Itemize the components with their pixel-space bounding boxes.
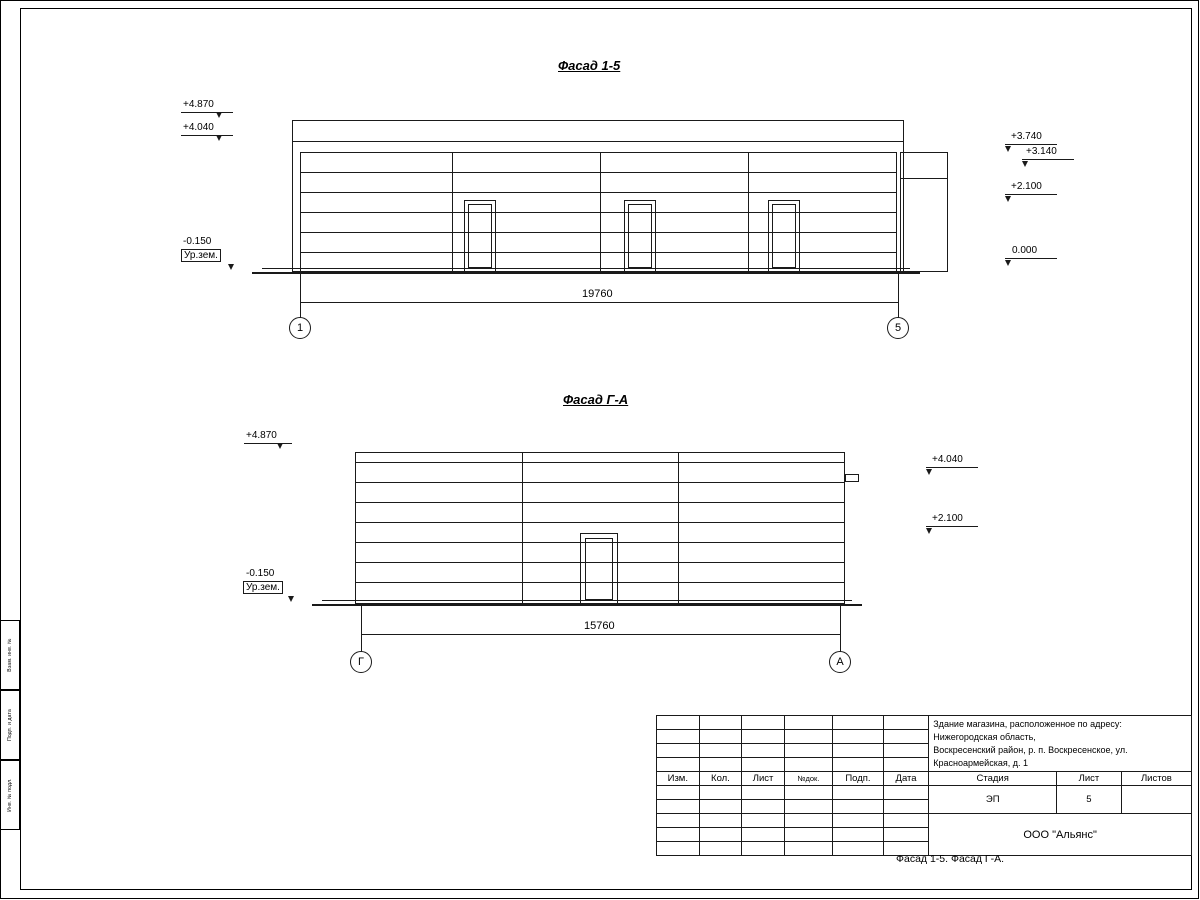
facade-1-5-building-outline — [292, 120, 904, 272]
level-arrow-icon — [216, 135, 222, 141]
level-arrow-icon — [1005, 196, 1011, 202]
level-arrow-icon — [1005, 146, 1011, 152]
view-title-facade-1-5: Фасад 1-5 — [558, 58, 621, 73]
axis-extension-line-5 — [898, 272, 899, 318]
facade-1-5-siding-line — [300, 252, 896, 253]
title-block-object-description — [929, 716, 1192, 772]
level-mark-2100: +2.100 — [932, 513, 963, 524]
revision-header-data: Дата — [883, 772, 928, 786]
level-arrow-icon — [288, 596, 294, 602]
level-mark-3740: +3.740 — [1011, 131, 1042, 142]
side-strip-2 — [0, 760, 20, 830]
ground-level-label: Ур.зем. — [181, 249, 221, 262]
level-mark-ground: -0.150 — [183, 236, 212, 247]
level-arrow-icon — [1005, 260, 1011, 266]
facade-1-5-panel-joint — [452, 152, 453, 272]
revision-header-izm: Изм. — [657, 772, 700, 786]
facade-1-5-annex-outline — [900, 152, 948, 272]
level-arrow-icon — [926, 528, 932, 534]
stage-value: ЭП — [929, 786, 1057, 814]
side-strip-label: Взам. инв. № — [7, 638, 13, 672]
facade-g-a-side-element — [845, 474, 859, 482]
level-leader-line — [1005, 258, 1057, 259]
ground-level-label: Ур.зем. — [243, 581, 283, 594]
facade-g-a-siding-line — [355, 482, 845, 483]
stage-header-listov: Листов — [1121, 772, 1191, 786]
level-leader-line — [1005, 194, 1057, 195]
drawing-name: Фасад 1-5. Фасад Г-А. — [896, 853, 1005, 865]
facade-1-5-annex-band — [900, 178, 948, 179]
facade-1-5-panel-joint — [896, 152, 897, 272]
facade-g-a-panel-joint — [678, 452, 679, 604]
revision-header-kol: Кол. — [699, 772, 742, 786]
facade-1-5-door-leaf — [468, 204, 492, 268]
level-leader-line — [926, 526, 978, 527]
sheet-number-value: 5 — [1057, 786, 1122, 814]
level-mark-2100: +2.100 — [1011, 181, 1042, 192]
revision-header-podp: Подп. — [833, 772, 884, 786]
facade-g-a-dimension-line — [361, 634, 840, 635]
facade-g-a-dimension-value: 15760 — [584, 620, 615, 632]
facade-1-5-siding-line — [300, 232, 896, 233]
facade-g-a-siding-line — [355, 522, 845, 523]
facade-1-5-panel-joint — [748, 152, 749, 272]
level-leader-line — [1005, 144, 1057, 145]
level-mark-4040: +4.040 — [932, 454, 963, 465]
level-mark-4870: +4.870 — [246, 430, 277, 441]
level-leader-line — [244, 443, 292, 444]
facade-1-5-panel-joint — [300, 152, 301, 272]
facade-1-5-siding-line — [300, 172, 896, 173]
facade-g-a-siding-line — [355, 502, 845, 503]
facade-1-5-dimension-value: 19760 — [582, 288, 613, 300]
facade-1-5-siding-line — [300, 192, 896, 193]
facade-1-5-siding-line — [300, 212, 896, 213]
object-line-2: Воскресенский район, р. п. Воскресенское, ул. Красноармейская, д. 1 — [933, 744, 1128, 768]
facade-1-5-cornice-line — [300, 152, 896, 153]
axis-extension-line-a — [840, 604, 841, 652]
facade-1-5-panel-joint — [600, 152, 601, 272]
facade-g-a-panel-joint — [522, 452, 523, 604]
view-title-facade-g-a: Фасад Г-А — [563, 392, 629, 407]
facade-1-5-apron-line — [262, 268, 910, 269]
facade-g-a-parapet-line — [355, 462, 845, 463]
facade-g-a-ground-line — [312, 604, 862, 606]
axis-bubble-5: 5 — [887, 317, 909, 339]
facade-g-a-apron-line — [322, 600, 852, 601]
level-arrow-icon — [1022, 161, 1028, 167]
level-mark-0000: 0.000 — [1012, 245, 1038, 256]
side-strip-0 — [0, 620, 20, 690]
level-mark-3140: +3.140 — [1026, 146, 1057, 157]
facade-1-5-parapet-line — [292, 141, 904, 142]
level-leader-line — [181, 135, 233, 136]
revision-header-ndok: №док. — [784, 772, 832, 786]
level-mark-ground: -0.150 — [246, 568, 275, 579]
facade-g-a-door-leaf — [585, 538, 613, 600]
side-strip-1 — [0, 690, 20, 760]
level-mark-4870: +4.870 — [183, 99, 214, 110]
organization-name: ООО "Альянс" — [929, 814, 1192, 856]
facade-1-5-ground-line — [252, 272, 920, 274]
level-arrow-icon — [216, 112, 222, 118]
title-block — [656, 715, 1192, 856]
object-line-1: Здание магазина, расположенное по адресу: Нижегородская область, — [933, 718, 1122, 742]
revision-header-list: Лист — [742, 772, 785, 786]
level-leader-line — [1022, 159, 1074, 160]
level-arrow-icon — [228, 264, 234, 270]
stage-header-list: Лист — [1057, 772, 1122, 786]
side-strip-label: Подп. и дата — [7, 709, 13, 741]
axis-bubble-a: А — [829, 651, 851, 673]
stage-header-stadia: Стадия — [929, 772, 1057, 786]
axis-extension-line-1 — [300, 272, 301, 318]
level-arrow-icon — [277, 443, 283, 449]
level-leader-line — [181, 112, 233, 113]
axis-bubble-1: 1 — [289, 317, 311, 339]
axis-bubble-g: Г — [350, 651, 372, 673]
axis-extension-line-g — [361, 604, 362, 652]
level-leader-line — [926, 467, 978, 468]
level-mark-4040: +4.040 — [183, 122, 214, 133]
side-strip-label: Инв. № подл. — [7, 778, 13, 812]
level-arrow-icon — [926, 469, 932, 475]
facade-1-5-door-leaf — [772, 204, 796, 268]
sheets-total-value — [1121, 786, 1191, 814]
facade-1-5-door-leaf — [628, 204, 652, 268]
facade-1-5-dimension-line — [300, 302, 898, 303]
